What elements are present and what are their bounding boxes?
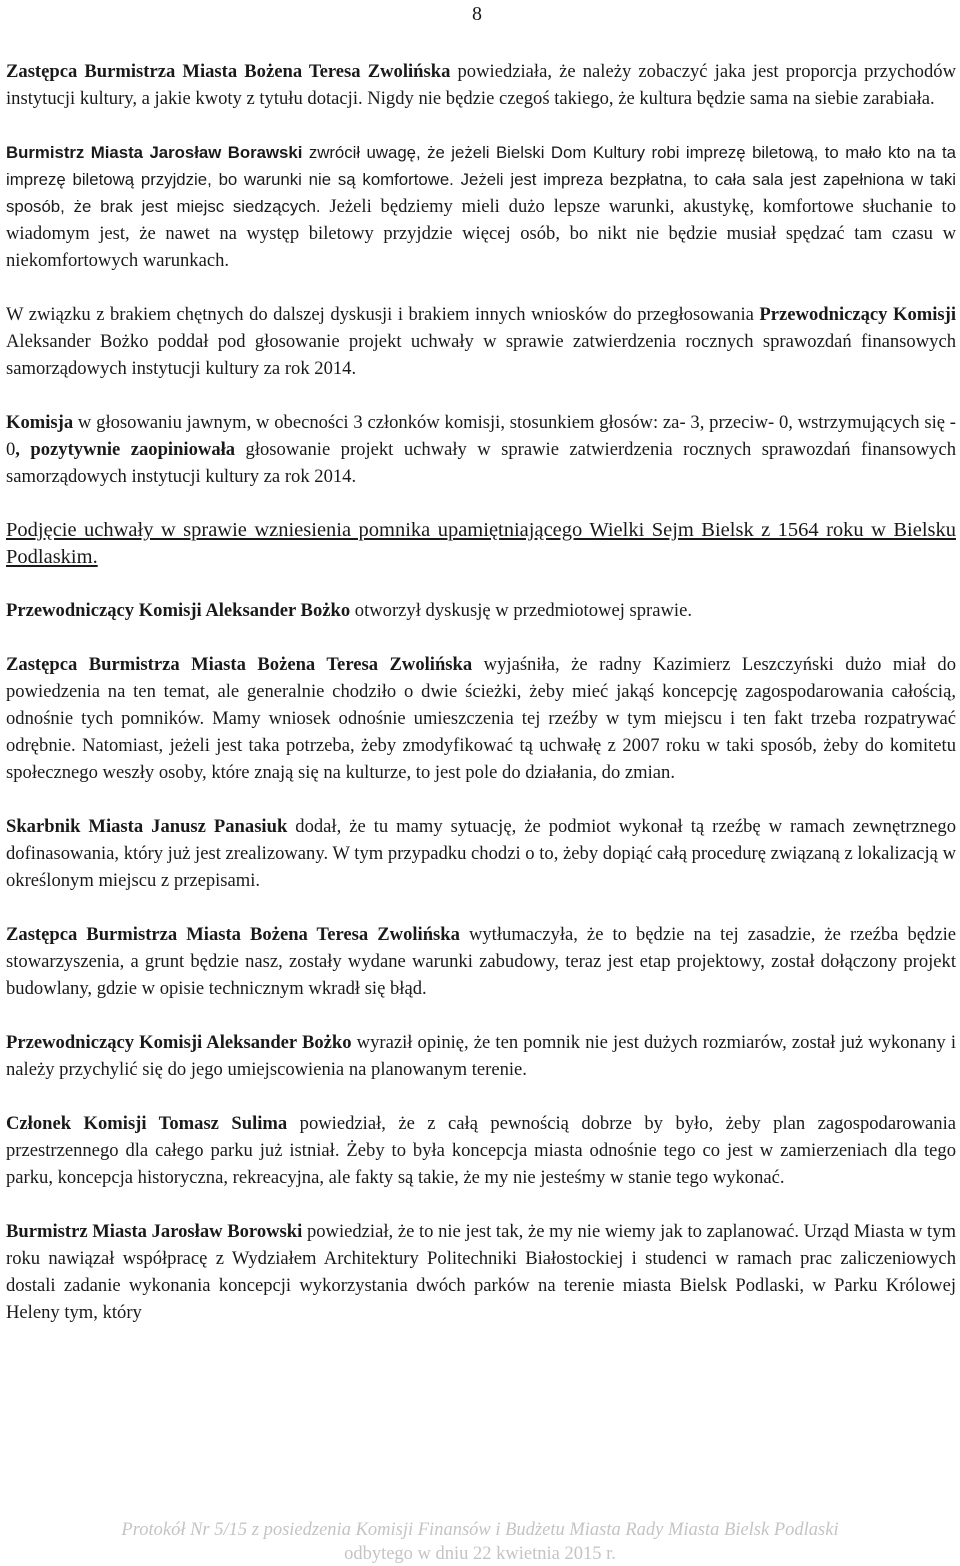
paragraph — [6, 1029, 956, 1083]
paragraph — [6, 1110, 956, 1191]
paragraph — [6, 409, 956, 490]
paragraph-text: wyraził opinię, że ten pomnik nie jest dużych rozmiarów, został już wykonany i należy przychylić się do jego umiejscowienia na planowanym terenie. — [6, 1032, 956, 1080]
paragraph-text: W związku z brakiem chętnych do dalszej dyskusji i brakiem innych wniosków do przegłosowania — [6, 304, 760, 325]
speaker-name: Zastępca Burmistrza Miasta Bożena Teresa Zwolińska — [6, 924, 460, 945]
speaker-name: Burmistrz Miasta Jarosław Borowski — [6, 1221, 303, 1242]
page-footer — [0, 1518, 960, 1566]
speaker-name: Zastępca Burmistrza Miasta Bożena Teresa Zwolińska — [6, 61, 451, 82]
paragraph-text: głosowanie projekt uchwały w sprawie zatwierdzenia rocznych sprawozdań finansowych samorządowych instytucji kultury za rok 2014. — [6, 439, 956, 487]
paragraph-text: w głosowaniu jawnym, w obecności 3 członków komisji, stosunkiem głosów: za- 3, przeciw- 0, wstrzymujących się - 0 — [6, 412, 956, 460]
paragraph — [6, 921, 956, 1002]
paragraph-text: powiedział, że to nie jest tak, że my nie wiemy jak to zaplanować. Urząd Miasta w tym roku nawiązał współpracę z Wydziałem Architektury Politechniki Białostockiej i studenci w ramach prac zaliczeniowych dostali zadanie wykonania koncepcji wykorzystania dwóch parków na terenie miasta Bielsk Podlaski, w Parku Królowej Heleny tym, który — [6, 1221, 956, 1323]
paragraph — [6, 651, 956, 786]
footer-protocol-title: Protokół Nr 5/15 z posiedzenia Komisji Finansów i Budżetu Miasta Rady Miasta Bielsk Podlaski — [121, 1520, 839, 1540]
speaker-name: Członek Komisji Tomasz Sulima — [6, 1113, 288, 1134]
speaker-name: Skarbnik Miasta Janusz Panasiuk — [6, 816, 288, 837]
paragraph — [6, 1218, 956, 1326]
paragraph — [6, 139, 956, 274]
document-body — [6, 58, 956, 1353]
footer-meeting-date: odbytego w dniu 22 kwietnia 2015 r. — [344, 1544, 616, 1564]
paragraph — [6, 301, 956, 382]
paragraph-text: wytłumaczyła, że to będzie na tej zasadzie, że rzeźba będzie stowarzyszenia, a grunt będzie nasz, zostały wydane warunki zabudowy, teraz jest etap projektowy, został dołączony projekt budowlany, gdzie w opisie technicznym wkradł się błąd. — [6, 924, 956, 999]
paragraph-text: Aleksander Bożko poddał pod głosowanie projekt uchwały w sprawie zatwierdzenia rocznych sprawozdań finansowych samorządowych instytucji kultury za rok 2014. — [6, 331, 956, 379]
paragraph-text: Jeżeli będziemy mieli dużo lepsze warunki, akustykę, komfortowe słuchanie to wiadomym jest, że nawet na występ biletowy przyjdzie więcej osób, bo nikt nie będzie musiał spędzać tam czasu w niekomfortowych warunkach. — [6, 196, 956, 271]
paragraph-text: zwrócił uwagę, że jeżeli Bielski Dom Kultury robi imprezę biletową, to mało kto na ta imprezę biletową przyjdzie, bo warunki nie są komfortowe. Jeżeli jest impreza bezpłatna, to cała sala jest zapełniona w taki sposób, że brak jest miejsc siedzących. — [6, 143, 956, 216]
speaker-name: Zastępca Burmistrza Miasta Bożena Teresa Zwolińska — [6, 654, 473, 675]
speaker-name: Przewodniczący Komisji Aleksander Bożko — [6, 1032, 352, 1053]
paragraph-text: otworzył dyskusję w przedmiotowej sprawie. — [350, 600, 692, 621]
paragraph — [6, 813, 956, 894]
speaker-name: Przewodniczący Komisji — [759, 304, 956, 325]
paragraph — [6, 58, 956, 112]
speaker-name: Burmistrz Miasta Jarosław Borawski — [6, 143, 303, 162]
page-number: 8 — [472, 3, 482, 25]
paragraph — [6, 597, 956, 624]
vote-result: , pozytywnie zaopiniowała — [15, 439, 236, 460]
paragraph-text: wyjaśniła, że radny Kazimierz Leszczyński dużo miał do powiedzenia na ten temat, ale generalnie chodziło o dwie ścieżki, żeby mieć jakąś koncepcję zagospodarowania całością, odnośnie tych pomników. Mamy wniosek odnośnie umieszczenia tej rzeźby w tym miejscu i ten fakt trzeba rozpatrywać odrębnie. Natomiast, jeżeli jest taka potrzeba, żeby zmodyfikować tą uchwałę z 2007 roku w taki sposób, żeby do komitetu społecznego weszły osoby, które znają się na kulturze, to jest pole do działania, do zmian. — [6, 654, 956, 783]
paragraph-text: dodał, że tu mamy sytuację, że podmiot wykonał tą rzeźbę w ramach zewnętrznego dofinasowania, który już jest zrealizowany. W tym przypadku chodzi o to, żeby dopiąć całą procedurę związaną z lokalizacją w określonym miejscu z przepisami. — [6, 816, 956, 891]
paragraph-text: powiedział, że z całą pewnością dobrze by było, żeby plan zagospodarowania przestrzennego dla całego parku już istniał. Żeby to była koncepcja miasta odnośnie tego co jest w zamierzeniach dla tego parku, koncepcja historyczna, rekreacyjna, ale fakty są takie, że my nie jesteśmy w stanie tego wykonać. — [6, 1113, 956, 1188]
paragraph-text: powiedziała, że należy zobaczyć jaka jest proporcja przychodów instytucji kultury, a jakie kwoty z tytułu dotacji. Nigdy nie będzie czegoś takiego, że kultura będzie sama na siebie zarabiała. — [6, 61, 957, 109]
section-heading: Podjęcie uchwały w sprawie wzniesienia pomnika upamiętniającego Wielki Sejm Bielsk z 1564 roku w Bielsku Podlaskim. — [6, 519, 956, 568]
speaker-name: Komisja — [6, 412, 74, 433]
speaker-name: Przewodniczący Komisji Aleksander Bożko — [6, 600, 351, 621]
